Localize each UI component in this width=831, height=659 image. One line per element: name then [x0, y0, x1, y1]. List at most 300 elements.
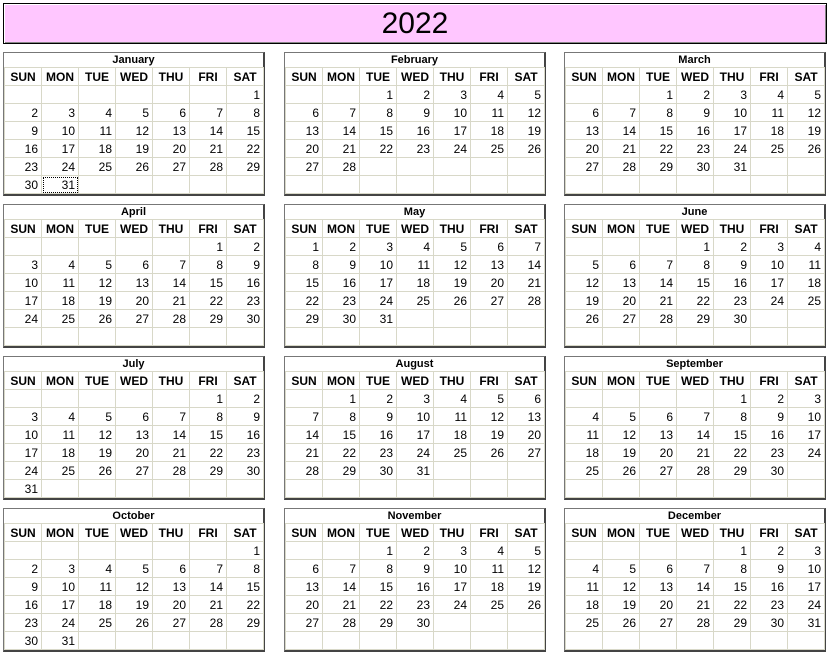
day-cell[interactable]: 25	[79, 158, 116, 176]
day-cell[interactable]: 28	[190, 158, 227, 176]
day-cell[interactable]: 26	[603, 614, 640, 632]
day-cell[interactable]: 8	[227, 104, 264, 122]
day-cell[interactable]: 5	[116, 560, 153, 578]
empty-cell[interactable]	[471, 462, 508, 480]
empty-cell[interactable]	[640, 542, 677, 560]
empty-cell[interactable]	[714, 480, 751, 498]
day-cell[interactable]: 15	[227, 122, 264, 140]
day-cell[interactable]: 30	[677, 158, 714, 176]
empty-cell[interactable]	[286, 328, 323, 346]
day-cell[interactable]: 8	[677, 256, 714, 274]
empty-cell[interactable]	[79, 238, 116, 256]
day-cell[interactable]: 6	[286, 560, 323, 578]
day-cell[interactable]: 29	[677, 310, 714, 328]
day-cell[interactable]: 18	[471, 578, 508, 596]
empty-cell[interactable]	[153, 328, 190, 346]
empty-cell[interactable]	[42, 86, 79, 104]
day-cell[interactable]: 7	[190, 104, 227, 122]
empty-cell[interactable]	[677, 176, 714, 194]
day-cell[interactable]: 23	[227, 292, 264, 310]
day-cell[interactable]: 10	[42, 578, 79, 596]
day-cell[interactable]: 13	[640, 578, 677, 596]
day-cell[interactable]: 8	[227, 560, 264, 578]
empty-cell[interactable]	[640, 480, 677, 498]
empty-cell[interactable]	[397, 632, 434, 650]
day-cell[interactable]: 21	[677, 596, 714, 614]
empty-cell[interactable]	[603, 390, 640, 408]
day-cell[interactable]: 12	[788, 104, 825, 122]
day-cell[interactable]: 18	[751, 122, 788, 140]
empty-cell[interactable]	[434, 480, 471, 498]
empty-cell[interactable]	[471, 310, 508, 328]
empty-cell[interactable]	[434, 176, 471, 194]
day-cell[interactable]: 24	[788, 596, 825, 614]
day-cell[interactable]: 19	[566, 292, 603, 310]
day-cell[interactable]: 21	[677, 444, 714, 462]
day-cell[interactable]: 13	[508, 408, 545, 426]
day-cell[interactable]: 15	[360, 578, 397, 596]
empty-cell[interactable]	[116, 542, 153, 560]
day-cell[interactable]: 27	[153, 158, 190, 176]
day-cell[interactable]: 15	[323, 426, 360, 444]
empty-cell[interactable]	[227, 176, 264, 194]
day-cell[interactable]: 18	[397, 274, 434, 292]
empty-cell[interactable]	[227, 480, 264, 498]
empty-cell[interactable]	[566, 86, 603, 104]
day-cell[interactable]: 21	[323, 140, 360, 158]
day-cell[interactable]: 27	[286, 614, 323, 632]
day-cell[interactable]: 13	[286, 578, 323, 596]
empty-cell[interactable]	[434, 614, 471, 632]
day-cell[interactable]: 6	[640, 560, 677, 578]
empty-cell[interactable]	[677, 328, 714, 346]
day-cell[interactable]: 29	[360, 614, 397, 632]
day-cell[interactable]: 3	[714, 86, 751, 104]
empty-cell[interactable]	[116, 176, 153, 194]
day-cell[interactable]: 9	[751, 408, 788, 426]
day-cell[interactable]: 22	[286, 292, 323, 310]
day-cell[interactable]: 2	[751, 542, 788, 560]
day-cell[interactable]: 14	[153, 274, 190, 292]
day-cell[interactable]: 12	[603, 426, 640, 444]
day-cell[interactable]: 1	[360, 86, 397, 104]
day-cell[interactable]: 15	[190, 426, 227, 444]
day-cell[interactable]: 21	[323, 596, 360, 614]
day-cell[interactable]: 26	[508, 140, 545, 158]
empty-cell[interactable]	[677, 542, 714, 560]
day-cell[interactable]: 21	[603, 140, 640, 158]
empty-cell[interactable]	[5, 542, 42, 560]
empty-cell[interactable]	[751, 632, 788, 650]
empty-cell[interactable]	[153, 86, 190, 104]
day-cell[interactable]: 28	[323, 614, 360, 632]
day-cell[interactable]: 19	[116, 596, 153, 614]
empty-cell[interactable]	[788, 158, 825, 176]
day-cell[interactable]: 2	[227, 238, 264, 256]
empty-cell[interactable]	[286, 632, 323, 650]
day-cell[interactable]: 27	[508, 444, 545, 462]
day-cell[interactable]: 30	[360, 462, 397, 480]
day-cell[interactable]: 7	[153, 408, 190, 426]
day-cell[interactable]: 22	[227, 140, 264, 158]
day-cell[interactable]: 22	[190, 444, 227, 462]
day-cell[interactable]: 15	[677, 274, 714, 292]
day-cell[interactable]: 23	[714, 292, 751, 310]
empty-cell[interactable]	[5, 238, 42, 256]
day-cell[interactable]: 29	[227, 614, 264, 632]
empty-cell[interactable]	[434, 328, 471, 346]
day-cell[interactable]: 21	[153, 444, 190, 462]
day-cell[interactable]: 25	[751, 140, 788, 158]
empty-cell[interactable]	[397, 158, 434, 176]
day-cell[interactable]: 16	[360, 426, 397, 444]
day-cell[interactable]: 4	[79, 560, 116, 578]
day-cell[interactable]: 6	[286, 104, 323, 122]
day-cell[interactable]: 25	[566, 462, 603, 480]
day-cell[interactable]: 5	[603, 408, 640, 426]
empty-cell[interactable]	[227, 328, 264, 346]
day-cell[interactable]: 17	[434, 122, 471, 140]
day-cell[interactable]: 10	[714, 104, 751, 122]
empty-cell[interactable]	[116, 238, 153, 256]
day-cell[interactable]: 29	[190, 462, 227, 480]
day-cell[interactable]: 26	[508, 596, 545, 614]
day-cell[interactable]: 17	[5, 444, 42, 462]
day-cell[interactable]: 17	[788, 578, 825, 596]
day-cell[interactable]: 12	[79, 274, 116, 292]
day-cell[interactable]: 24	[42, 158, 79, 176]
empty-cell[interactable]	[323, 328, 360, 346]
day-cell[interactable]: 23	[397, 140, 434, 158]
day-cell[interactable]: 9	[227, 408, 264, 426]
day-cell[interactable]: 10	[434, 560, 471, 578]
day-cell[interactable]: 28	[640, 310, 677, 328]
day-cell[interactable]: 9	[227, 256, 264, 274]
empty-cell[interactable]	[434, 310, 471, 328]
day-cell[interactable]: 15	[640, 122, 677, 140]
day-cell[interactable]: 22	[714, 596, 751, 614]
day-cell[interactable]: 10	[397, 408, 434, 426]
empty-cell[interactable]	[79, 328, 116, 346]
empty-cell[interactable]	[42, 480, 79, 498]
day-cell[interactable]: 29	[227, 158, 264, 176]
day-cell[interactable]: 17	[788, 426, 825, 444]
empty-cell[interactable]	[714, 328, 751, 346]
empty-cell[interactable]	[788, 632, 825, 650]
day-cell[interactable]: 6	[153, 104, 190, 122]
day-cell[interactable]: 8	[190, 408, 227, 426]
day-cell[interactable]: 16	[227, 426, 264, 444]
empty-cell[interactable]	[79, 632, 116, 650]
day-cell[interactable]: 9	[5, 578, 42, 596]
day-cell[interactable]: 15	[227, 578, 264, 596]
day-cell[interactable]: 31	[714, 158, 751, 176]
day-cell[interactable]: 24	[5, 462, 42, 480]
empty-cell[interactable]	[566, 542, 603, 560]
empty-cell[interactable]	[397, 480, 434, 498]
day-cell[interactable]: 23	[360, 444, 397, 462]
day-cell[interactable]: 30	[227, 310, 264, 328]
empty-cell[interactable]	[788, 328, 825, 346]
empty-cell[interactable]	[677, 480, 714, 498]
day-cell[interactable]: 5	[79, 256, 116, 274]
empty-cell[interactable]	[751, 328, 788, 346]
day-cell[interactable]: 21	[190, 596, 227, 614]
day-cell[interactable]: 25	[397, 292, 434, 310]
day-cell[interactable]: 4	[471, 86, 508, 104]
day-cell[interactable]: 6	[116, 256, 153, 274]
day-cell[interactable]: 26	[788, 140, 825, 158]
day-cell[interactable]: 21	[286, 444, 323, 462]
day-cell[interactable]: 18	[566, 596, 603, 614]
day-cell[interactable]: 20	[471, 274, 508, 292]
day-cell[interactable]: 22	[190, 292, 227, 310]
day-cell[interactable]: 9	[397, 560, 434, 578]
day-cell[interactable]: 17	[434, 578, 471, 596]
day-cell[interactable]: 14	[603, 122, 640, 140]
empty-cell[interactable]	[397, 310, 434, 328]
day-cell[interactable]: 11	[397, 256, 434, 274]
day-cell[interactable]: 8	[360, 104, 397, 122]
day-cell[interactable]: 30	[397, 614, 434, 632]
day-cell[interactable]: 4	[566, 408, 603, 426]
day-cell[interactable]: 22	[714, 444, 751, 462]
day-cell[interactable]: 11	[566, 426, 603, 444]
day-cell[interactable]: 30	[751, 614, 788, 632]
day-cell[interactable]: 23	[5, 158, 42, 176]
day-cell[interactable]: 4	[79, 104, 116, 122]
empty-cell[interactable]	[153, 480, 190, 498]
empty-cell[interactable]	[153, 390, 190, 408]
empty-cell[interactable]	[788, 310, 825, 328]
day-cell[interactable]: 4	[42, 408, 79, 426]
day-cell[interactable]: 6	[603, 256, 640, 274]
empty-cell[interactable]	[788, 176, 825, 194]
empty-cell[interactable]	[751, 158, 788, 176]
empty-cell[interactable]	[79, 86, 116, 104]
empty-cell[interactable]	[5, 328, 42, 346]
day-cell[interactable]: 25	[471, 140, 508, 158]
empty-cell[interactable]	[640, 238, 677, 256]
day-cell[interactable]: 24	[434, 596, 471, 614]
day-cell[interactable]: 14	[323, 578, 360, 596]
day-cell[interactable]: 24	[397, 444, 434, 462]
day-cell[interactable]: 1	[286, 238, 323, 256]
day-cell[interactable]: 3	[751, 238, 788, 256]
day-cell[interactable]: 2	[5, 104, 42, 122]
empty-cell[interactable]	[190, 632, 227, 650]
day-cell[interactable]: 2	[751, 390, 788, 408]
empty-cell[interactable]	[677, 390, 714, 408]
day-cell[interactable]: 18	[788, 274, 825, 292]
day-cell[interactable]: 23	[751, 444, 788, 462]
day-cell[interactable]: 23	[397, 596, 434, 614]
day-cell[interactable]: 24	[751, 292, 788, 310]
day-cell[interactable]: 28	[286, 462, 323, 480]
day-cell[interactable]: 18	[79, 596, 116, 614]
day-cell[interactable]: 28	[508, 292, 545, 310]
day-cell[interactable]: 16	[714, 274, 751, 292]
day-cell[interactable]: 21	[640, 292, 677, 310]
day-cell[interactable]: 26	[471, 444, 508, 462]
day-cell[interactable]: 5	[434, 238, 471, 256]
day-cell[interactable]: 7	[153, 256, 190, 274]
empty-cell[interactable]	[566, 632, 603, 650]
day-cell[interactable]: 3	[5, 408, 42, 426]
empty-cell[interactable]	[508, 328, 545, 346]
day-cell[interactable]: 24	[788, 444, 825, 462]
day-cell[interactable]: 26	[79, 462, 116, 480]
day-cell[interactable]: 16	[5, 140, 42, 158]
day-cell[interactable]: 14	[323, 122, 360, 140]
day-cell[interactable]: 10	[5, 274, 42, 292]
day-cell[interactable]: 5	[788, 86, 825, 104]
day-cell[interactable]: 25	[471, 596, 508, 614]
day-cell[interactable]: 31	[5, 480, 42, 498]
day-cell[interactable]: 12	[508, 104, 545, 122]
day-cell[interactable]: 28	[603, 158, 640, 176]
empty-cell[interactable]	[508, 480, 545, 498]
day-cell[interactable]: 1	[360, 542, 397, 560]
day-cell[interactable]: 9	[714, 256, 751, 274]
day-cell[interactable]: 9	[5, 122, 42, 140]
day-cell[interactable]: 13	[153, 578, 190, 596]
empty-cell[interactable]	[508, 462, 545, 480]
day-cell[interactable]: 7	[603, 104, 640, 122]
day-cell[interactable]: 24	[42, 614, 79, 632]
day-cell[interactable]: 29	[190, 310, 227, 328]
day-cell[interactable]: 17	[751, 274, 788, 292]
day-cell[interactable]: 6	[566, 104, 603, 122]
day-cell[interactable]: 19	[79, 292, 116, 310]
day-cell[interactable]: 13	[116, 274, 153, 292]
day-cell[interactable]: 22	[640, 140, 677, 158]
day-cell[interactable]: 25	[42, 462, 79, 480]
empty-cell[interactable]	[397, 176, 434, 194]
day-cell[interactable]: 11	[434, 408, 471, 426]
day-cell[interactable]: 21	[190, 140, 227, 158]
day-cell[interactable]: 7	[286, 408, 323, 426]
day-cell[interactable]: 2	[227, 390, 264, 408]
day-cell[interactable]: 3	[42, 104, 79, 122]
day-cell[interactable]: 14	[286, 426, 323, 444]
empty-cell[interactable]	[116, 86, 153, 104]
empty-cell[interactable]	[79, 390, 116, 408]
day-cell[interactable]: 10	[788, 560, 825, 578]
day-cell[interactable]: 17	[42, 140, 79, 158]
day-cell[interactable]: 16	[751, 426, 788, 444]
empty-cell[interactable]	[640, 390, 677, 408]
day-cell[interactable]: 13	[116, 426, 153, 444]
day-cell[interactable]: 3	[788, 390, 825, 408]
empty-cell[interactable]	[360, 328, 397, 346]
day-cell[interactable]: 11	[471, 560, 508, 578]
day-cell[interactable]: 12	[116, 122, 153, 140]
day-cell[interactable]: 13	[153, 122, 190, 140]
day-cell[interactable]: 19	[508, 578, 545, 596]
day-cell[interactable]: 17	[42, 596, 79, 614]
empty-cell[interactable]	[190, 86, 227, 104]
day-cell[interactable]: 20	[603, 292, 640, 310]
day-cell[interactable]: 11	[42, 274, 79, 292]
day-cell[interactable]: 15	[714, 578, 751, 596]
day-cell[interactable]: 16	[5, 596, 42, 614]
day-cell[interactable]: 20	[153, 140, 190, 158]
empty-cell[interactable]	[153, 542, 190, 560]
empty-cell[interactable]	[471, 632, 508, 650]
empty-cell[interactable]	[566, 328, 603, 346]
day-cell[interactable]: 19	[471, 426, 508, 444]
day-cell[interactable]: 25	[566, 614, 603, 632]
day-cell[interactable]: 3	[42, 560, 79, 578]
day-cell[interactable]: 11	[79, 122, 116, 140]
empty-cell[interactable]	[286, 542, 323, 560]
day-cell[interactable]: 29	[714, 462, 751, 480]
empty-cell[interactable]	[640, 328, 677, 346]
day-cell[interactable]: 5	[508, 86, 545, 104]
day-cell[interactable]: 21	[508, 274, 545, 292]
empty-cell[interactable]	[566, 176, 603, 194]
day-cell[interactable]: 5	[508, 542, 545, 560]
empty-cell[interactable]	[153, 238, 190, 256]
day-cell[interactable]: 29	[286, 310, 323, 328]
empty-cell[interactable]	[566, 238, 603, 256]
empty-cell[interactable]	[116, 480, 153, 498]
day-cell[interactable]: 16	[323, 274, 360, 292]
day-cell[interactable]: 23	[677, 140, 714, 158]
empty-cell[interactable]	[471, 176, 508, 194]
empty-cell[interactable]	[471, 158, 508, 176]
day-cell[interactable]: 6	[640, 408, 677, 426]
day-cell[interactable]: 16	[227, 274, 264, 292]
day-cell[interactable]: 30	[714, 310, 751, 328]
day-cell[interactable]: 16	[751, 578, 788, 596]
day-cell[interactable]: 26	[116, 158, 153, 176]
day-cell[interactable]: 21	[153, 292, 190, 310]
day-cell[interactable]: 26	[79, 310, 116, 328]
empty-cell[interactable]	[190, 542, 227, 560]
empty-cell[interactable]	[286, 176, 323, 194]
empty-cell[interactable]	[508, 158, 545, 176]
day-cell[interactable]: 31	[360, 310, 397, 328]
day-cell[interactable]: 16	[397, 578, 434, 596]
empty-cell[interactable]	[508, 632, 545, 650]
day-cell[interactable]: 8	[286, 256, 323, 274]
day-cell[interactable]: 1	[677, 238, 714, 256]
day-cell[interactable]: 12	[508, 560, 545, 578]
empty-cell[interactable]	[323, 176, 360, 194]
day-cell[interactable]: 6	[471, 238, 508, 256]
empty-cell[interactable]	[360, 480, 397, 498]
empty-cell[interactable]	[751, 176, 788, 194]
day-cell[interactable]: 1	[190, 238, 227, 256]
day-cell[interactable]: 17	[360, 274, 397, 292]
day-cell[interactable]: 30	[5, 176, 42, 194]
day-cell[interactable]: 30	[751, 462, 788, 480]
day-cell[interactable]: 24	[714, 140, 751, 158]
day-cell[interactable]: 25	[79, 614, 116, 632]
day-cell[interactable]: 20	[286, 140, 323, 158]
day-cell[interactable]: 5	[79, 408, 116, 426]
empty-cell[interactable]	[116, 390, 153, 408]
empty-cell[interactable]	[79, 480, 116, 498]
empty-cell[interactable]	[471, 328, 508, 346]
day-cell[interactable]: 7	[190, 560, 227, 578]
day-cell[interactable]: 6	[116, 408, 153, 426]
day-cell[interactable]: 1	[714, 390, 751, 408]
day-cell[interactable]: 28	[153, 462, 190, 480]
day-cell[interactable]: 3	[434, 86, 471, 104]
